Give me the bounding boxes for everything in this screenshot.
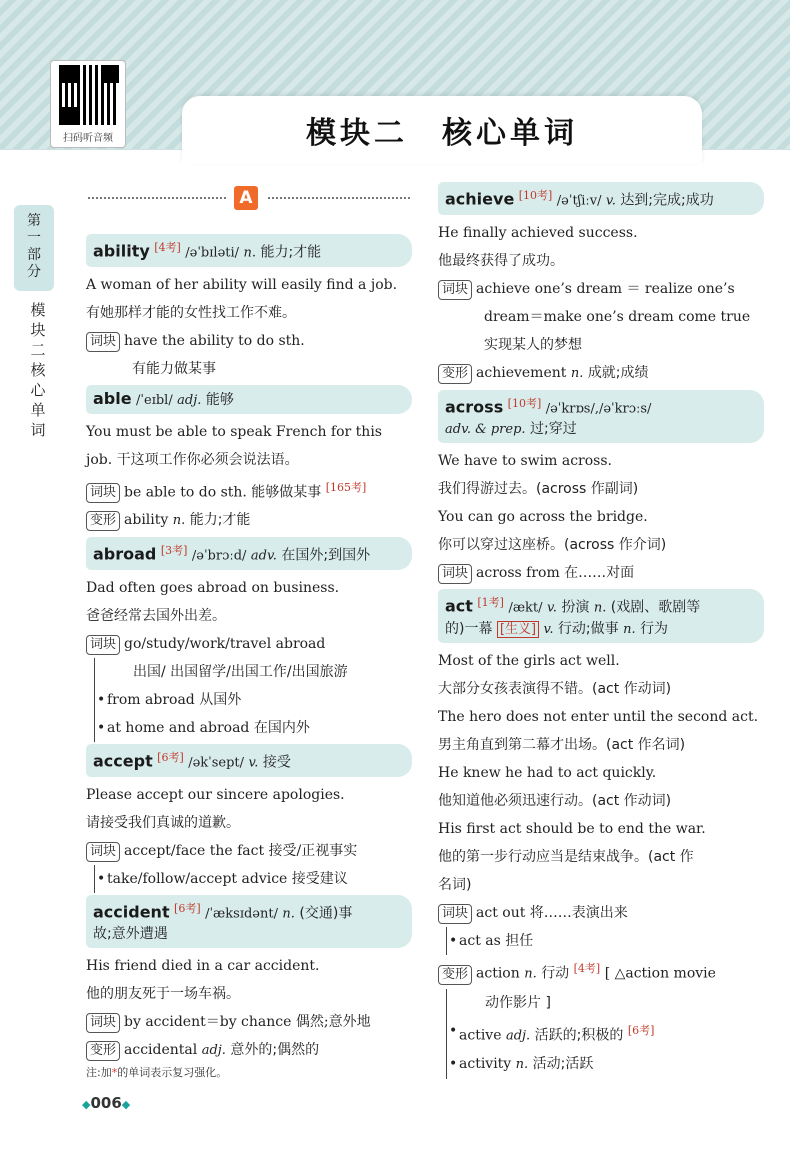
form-extra-cont: 动作影片 ]: [485, 994, 551, 1011]
page-header: [0, 0, 790, 150]
dotted-line-right: [268, 197, 410, 199]
headword: act: [445, 596, 473, 616]
form-pos: adj.: [201, 1043, 226, 1059]
chunk-tree: [94, 865, 412, 893]
meaning: 行动;做事: [557, 620, 619, 637]
example-en: You can go across the bridge.: [438, 509, 648, 526]
entry-header-act: [438, 589, 764, 643]
form-pos: n.: [515, 1057, 529, 1073]
footnote-suffix: 的单词表示复习强化。: [117, 1066, 228, 1079]
meaning: (戏剧、歌剧等: [610, 599, 701, 616]
phonetic: /əˈbrɔːd/: [191, 548, 247, 564]
extended-meaning-badge: [生义]: [497, 621, 539, 638]
entry-header-across: [438, 390, 764, 444]
qr-label: 扫码听音频: [63, 133, 113, 144]
chunk-label: 词块: [86, 1013, 120, 1033]
example-en: He finally achieved success.: [438, 224, 638, 241]
part-of-speech: v.: [605, 193, 616, 209]
dotted-line-left: [88, 197, 226, 199]
exam-count-tag: [6考]: [174, 901, 201, 915]
entry-header-abroad: [86, 537, 412, 570]
entry-header-accident: [86, 895, 412, 949]
exam-count-tag: [3考]: [160, 544, 188, 558]
chunk-text: accept/face the fact 接受/正视事实: [124, 842, 358, 859]
form-pos: adj.: [505, 1028, 531, 1044]
example-cn: 大部分女孩表演得不错。(act 作动词): [438, 680, 672, 697]
form-pos: n.: [570, 365, 584, 381]
form-word: accidental: [124, 1042, 198, 1059]
part-of-speech: n.: [243, 245, 256, 261]
related-phrase: • take/follow/accept advice 接受建议: [95, 865, 412, 893]
chunk-text: by accident＝by chance 偶然;意外地: [124, 1014, 371, 1031]
diamond-icon: ◆: [82, 1098, 91, 1111]
section-letter-badge: A: [234, 186, 258, 210]
headword: ability: [93, 241, 150, 261]
chunk-translation: 实现某人的梦想: [484, 336, 582, 353]
example-cn: 他的朋友死于一场车祸。: [86, 986, 240, 1003]
form-meaning: 活跃的;积极的: [534, 1027, 624, 1044]
headword: abroad: [93, 544, 157, 564]
example-cn: 男主角直到第二幕才出场。(act 作名词): [438, 736, 686, 753]
headword: able: [93, 388, 132, 408]
form-label: 变形: [438, 364, 472, 384]
example-en: The hero does not enter until the second act.: [438, 708, 759, 725]
example-en: Most of the girls act well.: [438, 652, 620, 669]
example-en: He knew he had to act quickly.: [438, 764, 657, 781]
page-number: [82, 1094, 130, 1112]
footnote: [86, 1064, 227, 1080]
meaning: 在国外;到国外: [281, 547, 371, 564]
example-cn-cont: 名词): [438, 876, 472, 893]
related-phrase: • at home and abroad 在国内外: [95, 714, 412, 742]
star-icon: *: [111, 1066, 118, 1079]
meaning: 达到;完成;成功: [620, 192, 714, 209]
chunk-label: 词块: [86, 332, 120, 352]
form-extra: [ △action movie: [604, 965, 716, 982]
form-word: activity: [459, 1056, 512, 1073]
example-cn: 我们得游过去。(across 作副词): [438, 481, 639, 498]
example-en: We have to swim across.: [438, 453, 612, 470]
form-meaning: 行动: [541, 965, 570, 982]
form-meaning: 意外的;偶然的: [230, 1042, 320, 1059]
chunk-text-cont: dream＝make one’s dream come true: [484, 308, 751, 325]
chunk-text: act out 将……表演出来: [476, 904, 628, 921]
section-tab-text: 第一部分: [27, 213, 41, 280]
section-divider: [88, 186, 410, 210]
phonetic: /ækt/: [508, 600, 543, 616]
example-cn: 请接受我们真诚的道歉。: [86, 814, 240, 831]
example-cn: 爸爸经常去国外出差。: [86, 607, 226, 624]
phonetic: /əkˈsept/: [188, 755, 245, 771]
form-label: 变形: [86, 511, 120, 531]
qr-code[interactable]: [50, 60, 126, 148]
exam-count-tag: [4考]: [154, 241, 181, 254]
part-of-speech: v.: [546, 600, 557, 616]
diamond-icon: ◆: [121, 1098, 131, 1111]
form-meaning: 活动;活跃: [532, 1056, 594, 1073]
example-cn: 你可以穿过这座桥。(across 作介词): [438, 537, 667, 554]
example-en-cont: job. 干这项工作你必须会说法语。: [86, 451, 299, 468]
headword: accept: [93, 751, 153, 771]
form-meaning: 成就;成绩: [587, 364, 649, 381]
example-en: Dad often goes abroad on business.: [86, 579, 340, 596]
right-column: [438, 180, 764, 1079]
chunk-text: go/study/work/travel abroad: [124, 635, 326, 652]
example-en: A woman of her ability will easily find a job.: [86, 276, 398, 293]
example-en: His friend died in a car accident.: [86, 958, 320, 975]
entry-header-accept: [86, 744, 412, 777]
example-cn: 他的第一步行动应当是结束战争。(act 作: [438, 848, 694, 865]
meaning-cont: 的)一幕: [445, 620, 493, 637]
part-of-speech: adv. & prep.: [445, 422, 526, 438]
chunk-text: be able to do sth. 能够做某事: [124, 484, 322, 501]
example-en: Please accept our sincere apologies.: [86, 786, 345, 803]
related-phrase: • act as 担任: [447, 927, 764, 955]
left-column: [86, 232, 412, 1065]
section-tab: [14, 205, 54, 291]
part-of-speech: v.: [543, 621, 554, 637]
chunk-label: 词块: [86, 842, 120, 862]
title-box: [182, 96, 702, 164]
related-phrase: • from abroad 从国外: [95, 686, 412, 714]
page-number-text: 006: [90, 1094, 122, 1112]
chunk-text: across from 在……对面: [476, 565, 635, 582]
phonetic: /ˈeɪbl/: [136, 392, 173, 408]
form-word: action: [476, 965, 520, 982]
example-cn: 有她那样才能的女性找工作不难。: [86, 304, 296, 321]
meaning-cont: 故;意外遭遇: [93, 926, 168, 943]
headword: across: [445, 397, 504, 417]
phonetic: /əˈtʃiːv/: [556, 193, 602, 209]
chunk-label: 词块: [438, 280, 472, 300]
chunk-translation: 出国/ 出国留学/出国工作/出国旅游: [133, 663, 348, 680]
entry-header-ability: [86, 234, 412, 267]
example-cn: 他知道他必须迅速行动。(act 作动词): [438, 792, 672, 809]
part-of-speech: adj.: [177, 392, 202, 408]
meaning: (交通)事: [299, 905, 353, 922]
qr-code-icon: [59, 65, 119, 125]
form-word: ability: [124, 512, 169, 529]
headword: achieve: [445, 189, 515, 209]
exam-count-tag: [165考]: [325, 480, 367, 494]
exam-count-tag: [6考]: [627, 1023, 655, 1037]
phonetic: /ˈæksɪdənt/: [205, 906, 278, 922]
chunk-text: achieve one’s dream ＝ realize one’s: [476, 280, 735, 297]
example-en: His first act should be to end the war.: [438, 820, 706, 837]
part-of-speech: v.: [248, 755, 259, 771]
chunk-label: 词块: [438, 904, 472, 924]
form-tree: [446, 989, 764, 1080]
form-label: 变形: [438, 965, 472, 985]
part-of-speech: n.: [623, 621, 636, 637]
part-of-speech: adv.: [250, 548, 277, 564]
meaning: 扮演: [561, 599, 590, 616]
exam-count-tag: [4考]: [573, 961, 601, 975]
part-of-speech: n.: [282, 906, 295, 922]
form-pos: n.: [172, 513, 186, 529]
related-form: [447, 1050, 764, 1079]
vertical-module-label: 模块二 核心单词: [30, 301, 61, 439]
phonetic: /əˈbɪləti/: [185, 245, 240, 261]
chunk-tree: [94, 658, 412, 742]
meaning: 行为: [640, 620, 669, 637]
chunk-label: 词块: [86, 635, 120, 655]
related-form: [447, 1017, 764, 1051]
page-title: 模块二 核心单词: [306, 116, 578, 151]
meaning: 能够: [205, 391, 234, 408]
part-of-speech: n.: [593, 600, 607, 616]
chunk-tree: [446, 927, 764, 955]
form-pos: n.: [524, 966, 537, 982]
entry-header-able: [86, 385, 412, 414]
chunk-label: 词块: [438, 564, 472, 584]
form-meaning: 能力;才能: [189, 512, 251, 529]
form-label: 变形: [86, 1041, 120, 1061]
form-word: active: [459, 1027, 502, 1044]
exam-count-tag: [1考]: [477, 596, 504, 610]
meaning: 能力;才能: [260, 244, 322, 261]
headword: accident: [93, 902, 170, 922]
exam-count-tag: [6考]: [157, 750, 184, 764]
phonetic: /əˈkrɒs/,/əˈkrɔːs/: [545, 401, 652, 417]
exam-count-tag: [10考]: [507, 396, 542, 410]
chunk-translation: 有能力做某事: [132, 360, 216, 377]
form-word: achievement: [476, 364, 567, 381]
exam-count-tag: [10考]: [518, 189, 553, 202]
example-cn: 他最终获得了成功。: [438, 252, 564, 269]
meaning: 过;穿过: [529, 421, 577, 438]
example-en: You must be able to speak French for this: [86, 423, 382, 440]
footnote-prefix: 注:加: [86, 1066, 112, 1079]
entry-header-achieve: [438, 182, 764, 215]
meaning: 接受: [262, 754, 291, 771]
chunk-text: have the ability to do sth.: [124, 332, 305, 349]
chunk-label: 词块: [86, 483, 120, 503]
